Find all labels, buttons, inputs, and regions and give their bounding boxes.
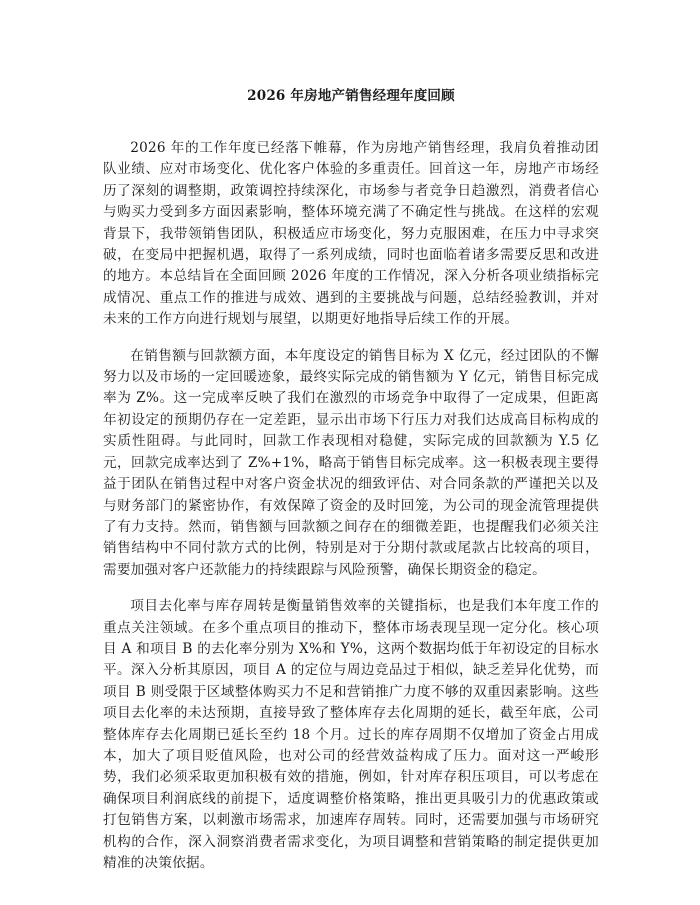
document-page <box>103 0 599 874</box>
document-title: 2026 年房地产销售经理年度回顾 <box>247 88 455 104</box>
paragraph-intro: 2026 年的工作年度已经落下帷幕，作为房地产销售经理，我肩负着推动团队业绩、应对市场变化、优化客户体验的多重责任。回首这一年，房地产市场经历了深刻的调整期，政策调控持续深化，市场参与者竞争日趋激烈，消费者信心与购买力受到多方面因素影响，整体环境充满了不确定性与挑战。在这样的宏观背景下，我带领销售团队，积极适应市场变化，努力克服困难，在压力中寻求突破，在变局中把握机遇，取得了一系列成绩，同时也面临着诸多需要反思和改进的地方。本总结旨在全面回顾 2026 年度的工作情况，深入分析各项业绩指标完成情况、重点工作的推进与成效、遇到的主要挑战与问题，总结经验教训，并对未来的工作方向进行规划与展望，以期更好地指导后续工作的开展。 <box>103 140 599 328</box>
paragraph-sales-and-collections: 在销售额与回款额方面，本年度设定的销售目标为 X 亿元，经过团队的不懈努力以及市场的一定回暖迹象，最终实际完成的销售额为 Y 亿元，销售目标完成率为 Z%。这一完成率反映了我们在激烈的市场竞争中取得了一定成果，但距离年初设定的预期仍存在一定差距，显示出市场下行压力对我们达成高目标构成的实质性阻碍。与此同时，回款工作表现相对稳健，实际完成的回款额为 Y.5 亿元，回款完成率达到了 Z%+1%，略高于销售目标完成率。这一积极表现主要得益于团队在销售过程中对客户资金状况的细致评估、对合同条款的严谨把关以及与财务部门的紧密协作，有效保障了资金的及时回笼，为公司的现金流管理提供了有力支持。然而，销售额与回款额之间存在的细微差距，也提醒我们必须关注销售结构中不同付款方式的比例，特别是对于分期付款或尾款占比较高的项目，需要加强对客户还款能力的持续跟踪与风险预警，确保长期资金的稳定。 <box>103 347 599 578</box>
paragraph-inventory-turnover: 项目去化率与库存周转是衡量销售效率的关键指标，也是我们本年度工作的重点关注领域。在多个重点项目的推动下，整体市场表现呈现一定分化。核心项目 A 和项目 B 的去化率分别为 X%和 Y%，这两个数据均低于年初设定的目标水平。深入分析其原因，项目 A 的定位与周边竞品过于相似，缺乏差异化优势，而项目 B 则受限于区域整体购买力不足和营销推广力度不够的双重因素影响。这些项目去化率的未达预期，直接导致了整体库存去化周期的延长，截至年底，公司整体库存去化周期已延长至约 18 个月。过长的库存周期不仅增加了资金占用成本，加大了项目贬值风险，也对公司的经营效益构成了压力。面对这一严峻形势，我们必须采取更加积极有效的措施，例如，针对库存积压项目，可以考虑在确保项目利润底线的前提下，适度调整价格策略，推出更具吸引力的优惠政策或打包销售方案，以刺激市场需求，加速库存周转。同时，还需要加强与市场研究机构的合作，深入洞察消费者需求变化，为项目调整和营销策略的制定提供更加精准的决策依据。 <box>103 598 599 871</box>
